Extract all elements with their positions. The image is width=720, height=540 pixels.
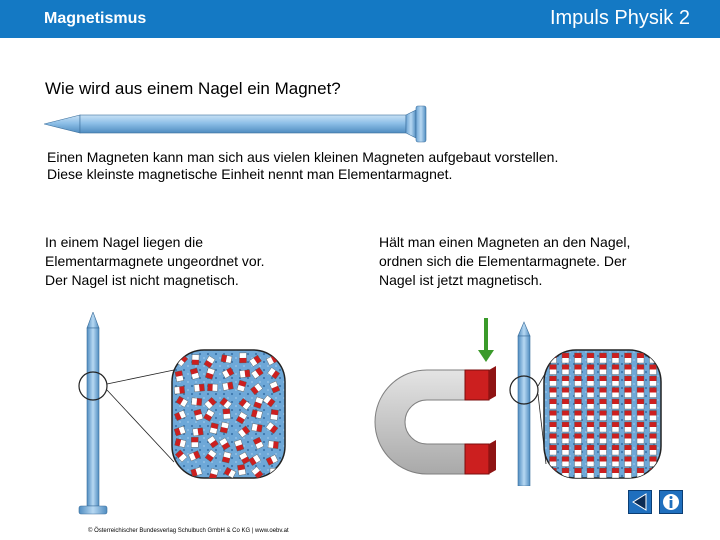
elementary-magnet	[562, 376, 569, 386]
elementary-magnet	[550, 399, 557, 409]
elementary-magnet	[562, 422, 569, 432]
elementary-magnet	[174, 386, 185, 394]
elementary-magnet	[587, 376, 594, 386]
elementary-magnet	[650, 422, 657, 432]
green-arrow-icon	[478, 318, 494, 362]
elementary-magnet	[600, 457, 607, 467]
elementary-magnet	[650, 434, 657, 444]
magnetized-nail-figure	[372, 314, 672, 486]
elementary-magnet	[550, 422, 557, 432]
right-caption	[379, 233, 630, 290]
elementary-magnet	[650, 365, 657, 375]
elementary-magnet	[625, 457, 632, 467]
elementary-magnet	[612, 457, 619, 467]
elementary-magnet	[192, 355, 199, 365]
elementary-magnet	[625, 445, 632, 455]
elementary-magnet	[550, 457, 557, 467]
elementary-magnet	[191, 437, 198, 447]
elementary-magnet	[240, 370, 251, 378]
elementary-magnet	[637, 457, 644, 467]
elementary-magnet	[575, 353, 582, 363]
elementary-magnet	[575, 422, 582, 432]
elementary-magnet	[637, 445, 644, 455]
elementary-magnet	[562, 445, 569, 455]
elementary-magnet	[625, 411, 632, 421]
nail-head	[79, 506, 107, 514]
elementary-magnet	[637, 365, 644, 375]
aligned-elementary-magnets	[550, 353, 657, 478]
elementary-magnet	[600, 434, 607, 444]
elementary-magnet	[600, 422, 607, 432]
elementary-magnet	[637, 399, 644, 409]
unmagnetized-nail-figure	[70, 312, 300, 527]
elementary-magnet	[562, 411, 569, 421]
elementary-magnet	[612, 434, 619, 444]
elementary-magnet	[562, 388, 569, 398]
elementary-magnet	[600, 365, 607, 375]
back-arrow-icon	[629, 491, 651, 513]
elementary-magnet	[637, 388, 644, 398]
elementary-magnet	[587, 388, 594, 398]
elementary-magnet	[239, 353, 246, 363]
elementary-magnet	[600, 411, 607, 421]
nail-tip	[87, 312, 99, 328]
elementary-magnet	[650, 399, 657, 409]
elementary-magnet	[587, 457, 594, 467]
elementary-magnet	[587, 411, 594, 421]
left-caption	[45, 233, 264, 290]
elementary-magnet	[270, 468, 277, 478]
nail-shaft	[518, 336, 530, 486]
elementary-magnet	[600, 353, 607, 363]
elementary-magnet	[575, 445, 582, 455]
elementary-magnet	[587, 353, 594, 363]
elementary-magnet	[600, 399, 607, 409]
elementary-magnet	[625, 353, 632, 363]
elementary-magnet	[637, 422, 644, 432]
elementary-magnet	[600, 376, 607, 386]
elementary-magnet	[650, 411, 657, 421]
copyright-notice: © Österreichischer Bundesverlag Schulbuch GmbH & Co KG | www.oebv.at	[88, 528, 289, 534]
elementary-magnet	[600, 445, 607, 455]
elementary-magnet	[637, 376, 644, 386]
elementary-magnet	[575, 388, 582, 398]
elementary-magnet	[550, 411, 557, 421]
elementary-magnet	[575, 457, 582, 467]
header-bar	[0, 0, 720, 38]
elementary-magnet	[650, 388, 657, 398]
back-button[interactable]	[628, 490, 652, 514]
elementary-magnet	[637, 353, 644, 363]
intro-paragraph	[47, 149, 687, 183]
header-topic: Magnetismus	[44, 10, 147, 27]
elementary-magnet	[550, 434, 557, 444]
elementary-magnet	[223, 409, 231, 419]
elementary-magnet	[194, 384, 205, 392]
elementary-magnet	[587, 468, 594, 478]
right-caption-line: Hält man einen Magneten an den Nagel,	[379, 234, 631, 250]
elementary-magnet	[625, 434, 632, 444]
elementary-magnet	[550, 445, 557, 455]
elementary-magnet	[207, 384, 217, 392]
elementary-magnet	[270, 409, 278, 420]
elementary-magnet	[612, 353, 619, 363]
elementary-magnet	[193, 428, 204, 436]
elementary-magnet	[587, 445, 594, 455]
elementary-magnet	[575, 399, 582, 409]
elementary-magnet	[612, 365, 619, 375]
elementary-magnet	[562, 457, 569, 467]
left-caption-line: Elementarmagnete ungeordnet vor.	[45, 253, 265, 269]
elementary-magnet	[625, 399, 632, 409]
elementary-magnet	[237, 464, 246, 475]
elementary-magnet	[222, 382, 233, 391]
right-caption-line: ordnen sich die Elementarmagnete. Der	[379, 253, 627, 269]
nail-tip	[518, 322, 530, 336]
elementary-magnet	[268, 441, 279, 449]
elementary-magnet	[550, 376, 557, 386]
intro-line: Diese kleinste magnetische Einheit nennt man Elementarmagnet.	[47, 166, 453, 182]
elementary-magnet	[637, 411, 644, 421]
elementary-magnet	[625, 468, 632, 478]
elementary-magnet	[612, 468, 619, 478]
elementary-magnet	[562, 365, 569, 375]
elementary-magnet	[625, 388, 632, 398]
horizontal-nail-illustration	[44, 104, 434, 144]
nail-shaft	[87, 328, 99, 506]
elementary-magnet	[562, 434, 569, 444]
elementary-magnet	[550, 388, 557, 398]
elementary-magnet	[587, 365, 594, 375]
elementary-magnet	[612, 445, 619, 455]
elementary-magnet	[650, 376, 657, 386]
info-button[interactable]	[659, 490, 683, 514]
elementary-magnet	[575, 434, 582, 444]
elementary-magnet	[650, 468, 657, 478]
elementary-magnet	[251, 423, 262, 432]
elementary-magnet	[562, 353, 569, 363]
header-brand: Impuls Physik 2	[549, 7, 690, 29]
elementary-magnet	[612, 399, 619, 409]
elementary-magnet	[575, 376, 582, 386]
elementary-magnet	[562, 399, 569, 409]
left-caption-line: Der Nagel ist nicht magnetisch.	[45, 272, 239, 288]
horseshoe-magnet	[375, 366, 496, 474]
elementary-magnet	[625, 376, 632, 386]
elementary-magnet	[191, 398, 202, 406]
elementary-magnet	[587, 399, 594, 409]
elementary-magnet	[587, 422, 594, 432]
elementary-magnet	[612, 376, 619, 386]
elementary-magnet	[625, 365, 632, 375]
elementary-magnet	[637, 434, 644, 444]
elementary-magnet	[612, 388, 619, 398]
elementary-magnet	[575, 411, 582, 421]
elementary-magnet	[600, 468, 607, 478]
elementary-magnet	[550, 365, 557, 375]
left-caption-line: In einem Nagel liegen die	[45, 234, 203, 250]
elementary-magnet	[612, 411, 619, 421]
info-icon	[660, 491, 682, 513]
elementary-magnet	[587, 434, 594, 444]
elementary-magnet	[625, 422, 632, 432]
elementary-magnet	[550, 468, 557, 478]
intro-line: Einen Magneten kann man sich aus vielen kleinen Magneten aufgebaut vorstellen.	[47, 149, 559, 165]
elementary-magnet	[575, 468, 582, 478]
elementary-magnet	[612, 422, 619, 432]
elementary-magnet	[650, 445, 657, 455]
elementary-magnet	[575, 365, 582, 375]
elementary-magnet	[600, 388, 607, 398]
page-title: Wie wird aus einem Nagel ein Magnet?	[45, 79, 341, 98]
right-caption-line: Nagel ist jetzt magnetisch.	[379, 272, 543, 288]
